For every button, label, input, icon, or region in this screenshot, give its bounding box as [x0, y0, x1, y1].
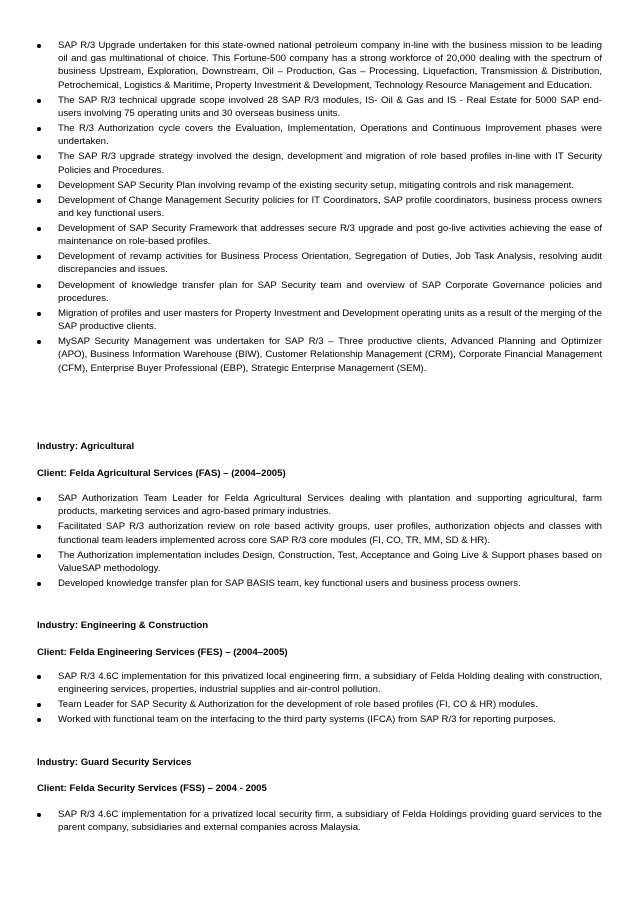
bullet-text: SAP R/3 4.6C implementation for this privatized local engineering firm, a subsidiary of Felda Holding dealing with construction, engineering services, properties, industrial supplies and air-control pollution.	[58, 671, 602, 696]
bullet-icon	[37, 340, 41, 344]
bullet-icon	[37, 525, 41, 529]
bullet-text: The Authorization implementation includes Design, Construction, Test, Acceptance and Going Live & Support phases based on ValueSAP methodology.	[58, 549, 602, 574]
bullet-text: Team Leader for SAP Security & Authorization for the development of role based profiles (FI, CO & HR) modules.	[58, 699, 538, 711]
bullet-item	[37, 698, 602, 711]
project-bullet-list	[37, 808, 602, 836]
industry-heading: Industry: Agricultural	[37, 441, 135, 452]
bullet-item	[37, 250, 602, 276]
bullet-icon	[37, 312, 41, 316]
industry-heading: Industry: Guard Security Services	[37, 757, 192, 768]
bullet-icon	[37, 284, 41, 288]
bullet-item	[37, 808, 602, 834]
bullet-item	[37, 94, 602, 120]
client-heading: Client: Felda Agricultural Services (FAS) – (2004–2005)	[37, 468, 286, 479]
bullet-icon	[37, 718, 41, 722]
bullet-text: Migration of profiles and user masters for Property Investment and Development operating units as a result of the merging of the SAP productive clients.	[58, 307, 602, 333]
bullet-text: Development of knowledge transfer plan for SAP Security team and overview of SAP Corporate Governance policies and procedures.	[58, 279, 602, 304]
bullet-text: Development of SAP Security Framework that addresses secure R/3 upgrade and post go-live activities achieving the ease of maintenance on role-based profiles.	[58, 222, 602, 248]
bullet-icon	[37, 703, 41, 707]
bullet-item	[37, 222, 602, 248]
client-heading: Client: Felda Security Services (FSS) – 2004 - 2005	[37, 783, 267, 794]
bullet-icon	[37, 227, 41, 231]
bullet-item	[37, 335, 602, 375]
bullet-item	[37, 549, 602, 575]
bullet-item	[37, 577, 602, 590]
bullet-item	[37, 150, 602, 176]
bullet-text: Developed knowledge transfer plan for SAP BASIS team, key functional users and business process owners.	[58, 577, 521, 589]
bullet-item	[37, 194, 602, 220]
bullet-icon	[37, 255, 41, 259]
bullet-item	[37, 492, 602, 518]
bullet-icon	[37, 184, 41, 188]
bullet-text: The SAP R/3 upgrade strategy involved the design, development and migration of role based profiles in-line with IT Security Policies and Procedures.	[58, 151, 602, 176]
client-heading: Client: Felda Engineering Services (FES) – (2004–2005)	[37, 647, 288, 658]
bullet-icon	[37, 813, 41, 817]
bullet-item	[37, 307, 602, 333]
bullet-text: SAP R/3 Upgrade undertaken for this state-owned national petroleum company in-line with the business mission to be leading oil and gas multinational of choice. This Fortune-500 company has a strong workforce of 20,000 dealing with the spectrum of business Upstream, Exploration, Downstream, Oil – Production, Gas – Processing, Liquefaction, Transmission & Distribution, Petrochemical, Logistics & Maritime, Property Investment & Development, Technology Resource Management and Education.	[58, 40, 602, 91]
industry-heading: Industry: Engineering & Construction	[37, 620, 209, 631]
bullet-icon	[37, 99, 41, 103]
bullet-item	[37, 179, 602, 192]
bullet-icon	[37, 199, 41, 203]
bullet-text: Worked with functional team on the interfacing to the third party systems (IFCA) from SAP R/3 for reporting purposes.	[58, 714, 556, 726]
bullet-text: The SAP R/3 technical upgrade scope involved 28 SAP R/3 modules, IS- Oil & Gas and IS - Real Estate for 5000 SAP end-users involving 75 operating units and 30 overseas business units.	[58, 94, 602, 119]
bullet-text: Development SAP Security Plan involving revamp of the existing security setup, mitigating controls and risk management.	[58, 179, 575, 191]
bullet-icon	[37, 497, 41, 501]
bullet-icon	[37, 582, 41, 586]
bullet-item	[37, 520, 602, 546]
bullet-icon	[37, 127, 41, 131]
bullet-text: Development of Change Management Security policies for IT Coordinators, SAP profile coordinators, business process owners and key functional users.	[58, 194, 602, 219]
bullet-item	[37, 279, 602, 305]
bullet-icon	[37, 554, 41, 558]
bullet-text: The R/3 Authorization cycle covers the Evaluation, Implementation, Operations and Continuous Improvement phases were undertaken.	[58, 123, 602, 148]
bullet-text: SAP R/3 4.6C implementation for a privatized local security firm, a subsidiary of Felda Holdings providing guard services to the parent company, subsidiaries and external companies across Malaysia.	[58, 809, 602, 834]
project-bullet-list	[37, 492, 602, 592]
bullet-text: SAP Authorization Team Leader for Felda Agricultural Services dealing with plantation and supporting agricultural, farm products, marketing services and agro-based primary industries.	[58, 493, 602, 518]
bullet-text: MySAP Security Management was undertaken for SAP R/3 – Three productive clients, Advanced Planning and Optimizer (APO), Business Information Warehouse (BIW), Customer Relationship Management (CRM), Corporate Financial Management (CFM), Enterprise Buyer Professional (EBP), Strategic Enterprise Management (SEM).	[58, 336, 602, 374]
bullet-text: Facilitated SAP R/3 authorization review on role based activity groups, user profiles, authorization objects and classes with functional team leaders implemented across core SAP R/3 core modules (FI, CO, TR, MM, SD & HR).	[58, 521, 602, 546]
project-bullet-list	[37, 670, 602, 728]
project-bullet-list	[37, 39, 602, 377]
bullet-item	[37, 670, 602, 696]
bullet-item	[37, 122, 602, 148]
bullet-item	[37, 39, 602, 92]
bullet-icon	[37, 44, 41, 48]
bullet-icon	[37, 155, 41, 159]
bullet-text: Development of revamp activities for Business Process Orientation, Segregation of Duties, Job Task Analysis, resolving audit discrepancies and issues.	[58, 251, 602, 276]
bullet-item	[37, 713, 602, 726]
bullet-icon	[37, 675, 41, 679]
